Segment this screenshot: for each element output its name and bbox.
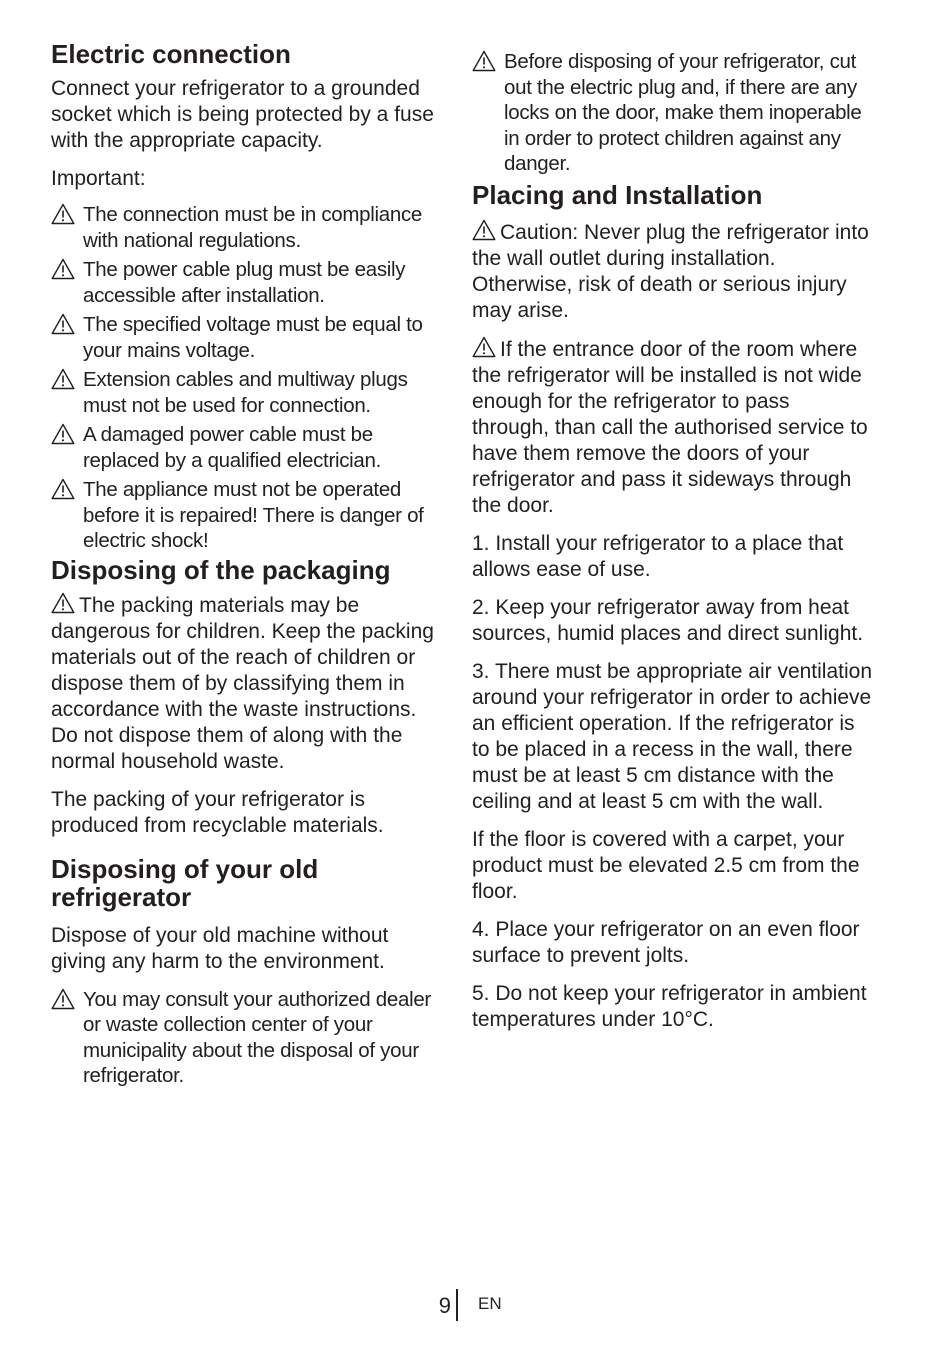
old-fridge-intro: Dispose of your old machine without giving any harm to the environment. xyxy=(51,923,389,973)
warning-triangle-icon xyxy=(51,203,75,225)
placing-step-1: 1. Install your refrigerator to a place that allows ease of use. xyxy=(472,531,844,581)
packaging-recycle: The packing of your refrigerator is produced from recyclable materials. xyxy=(51,787,384,837)
warning-item xyxy=(51,477,443,554)
warning-triangle-icon xyxy=(51,313,75,335)
warning-text: The specified voltage must be equal to your mains voltage. xyxy=(83,313,423,362)
page-number: 9 xyxy=(438,1293,451,1318)
warning-triangle-icon xyxy=(51,988,75,1010)
warning-text: The appliance must not be operated before it is repaired! There is danger of electric shock! xyxy=(83,478,424,552)
warning-item xyxy=(51,312,443,363)
heading-disposing-old-refrigerator: Disposing of your old refrigerator xyxy=(51,853,319,912)
warning-triangle-icon xyxy=(51,368,75,390)
heading-electric-connection: Electric connection xyxy=(51,39,291,69)
placing-step-5: 5. Do not keep your refrigerator in ambient temperatures under 10°C. xyxy=(472,981,867,1031)
footer-divider xyxy=(456,1289,458,1321)
warning-item xyxy=(472,49,872,177)
warning-triangle-icon xyxy=(472,50,496,72)
important-label: Important: xyxy=(51,167,146,190)
electric-intro: Connect your refrigerator to a grounded socket which is being protected by a fuse with the appropriate capacity. xyxy=(51,77,434,152)
warning-triangle-icon xyxy=(51,592,75,614)
left-column xyxy=(51,40,443,1093)
warning-text: The power cable plug must be easily accessible after installation. xyxy=(83,258,406,307)
warning-text: A damaged power cable must be replaced by a qualified electrician. xyxy=(83,423,382,472)
placing-step-2: 2. Keep your refrigerator away from heat sources, humid places and direct sunlight. xyxy=(472,595,864,645)
placing-door-text: If the entrance door of the room where the refrigerator will be installed is not wide enough for the refrigerator to pass through, than call the authorised service to have them remove the doors of your refrigerator and pass it sideways through the door. xyxy=(472,337,868,517)
placing-step-3: 3. There must be appropriate air ventilation around your refrigerator in order to achieve an efficient operation. If the refrigerator is to be placed in a recess in the wall, there must be at least 5 cm distance with the ceiling and at least 5 cm with the wall. xyxy=(472,659,873,813)
heading-placing-installation: Placing and Installation xyxy=(472,179,763,210)
placing-door xyxy=(472,336,872,519)
warning-text: You may consult your authorized dealer or waste collection center of your municipality about the disposal of your refrigerator. xyxy=(83,987,431,1087)
packaging-warning-text: The packing materials may be dangerous for children. Keep the packing materials out of the reach of children or dispose them of by classifying them in accordance with the waste instructions. Do not dispose them of along with the normal household waste. xyxy=(51,593,434,773)
warning-triangle-icon xyxy=(472,219,496,241)
placing-step-4: 4. Place your refrigerator on an even floor surface to prevent jolts. xyxy=(472,917,860,967)
packaging-warning xyxy=(51,592,443,775)
warning-triangle-icon xyxy=(51,478,75,500)
warning-text: Before disposing of your refrigerator, cut out the electric plug and, if there are any locks on the door, make them inoperable in order to protect children against any danger. xyxy=(504,50,862,175)
placing-caution xyxy=(472,219,872,324)
placing-caution-text: Caution: Never plug the refrigerator into the wall outlet during installation. Otherwise, risk of death or serious injury may arise. xyxy=(472,220,869,322)
warning-triangle-icon xyxy=(51,423,75,445)
warning-item xyxy=(51,987,443,1089)
warning-triangle-icon xyxy=(472,336,496,358)
warning-item xyxy=(51,367,443,418)
page-footer xyxy=(0,1289,950,1323)
warning-item xyxy=(51,202,443,253)
language-code: EN xyxy=(478,1294,502,1313)
warning-item xyxy=(51,257,443,308)
warning-text: The connection must be in compliance with national regulations. xyxy=(83,203,423,252)
warning-text: Extension cables and multiway plugs must not be used for connection. xyxy=(83,368,408,417)
placing-carpet: If the floor is covered with a carpet, your product must be elevated 2.5 cm from the floor. xyxy=(472,827,860,903)
warning-triangle-icon xyxy=(51,258,75,280)
warning-item xyxy=(51,422,443,473)
heading-disposing-packaging: Disposing of the packaging xyxy=(51,554,391,585)
right-column xyxy=(472,49,872,1045)
